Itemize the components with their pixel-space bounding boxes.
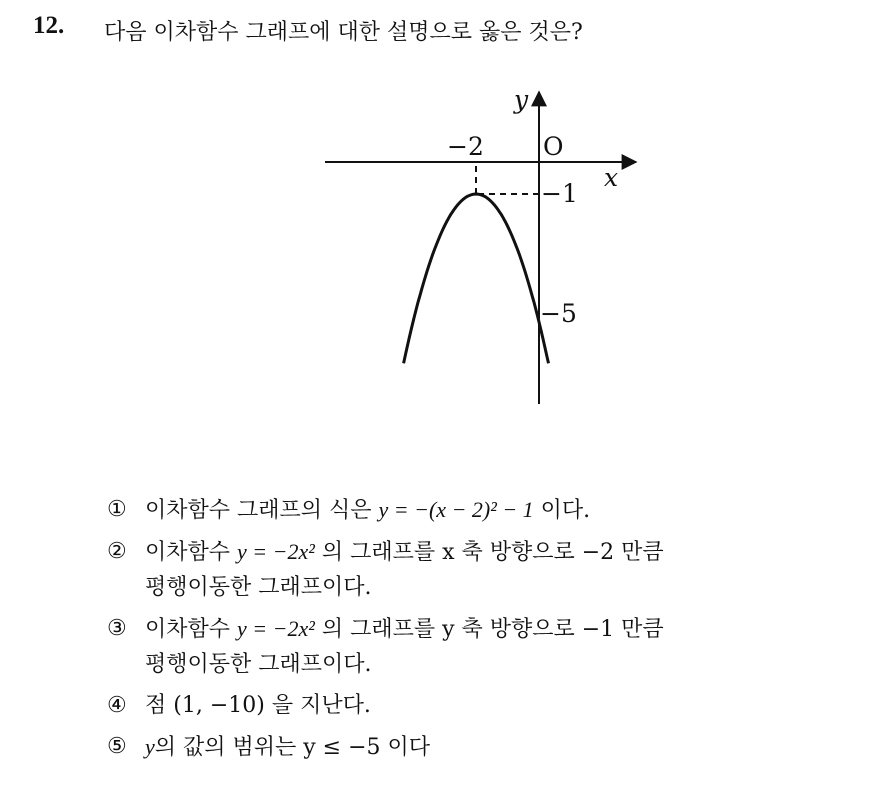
choice-mark: ④ <box>107 693 127 718</box>
choice-5[interactable]: ⑤ y의 값의 범위는 y ≤ −5 이다 <box>107 729 664 765</box>
answer-choices <box>107 492 664 771</box>
choice-1[interactable]: ① 이차함수 그래프의 식은 y = −(x − 2)² − 1 이다. <box>107 492 664 528</box>
y-axis-label: y <box>514 85 529 114</box>
question-text: 다음 이차함수 그래프에 대한 설명으로 옳은 것은? <box>104 20 583 45</box>
tick-label-x-minus2: −2 <box>447 132 484 161</box>
choice-mark: ② <box>107 539 127 564</box>
choice-3[interactable]: ③ 이차함수 y = −2x² 의 그래프를 y 축 방향으로 −1 만큼 평행이동한 그래프이다. <box>107 611 664 682</box>
x-axis-label: x <box>604 163 619 192</box>
parabola-curve <box>404 194 549 363</box>
question-number: 12. <box>33 12 65 39</box>
choice-mark: ⑤ <box>107 734 127 759</box>
choice-4[interactable]: ④ 점 (1, −10) 을 지난다. <box>107 688 664 723</box>
choice-2[interactable]: ② 이차함수 y = −2x² 의 그래프를 x 축 방향으로 −2 만큼 평행이동한 그래프이다. <box>107 534 664 605</box>
tick-label-y-minus1: −1 <box>541 179 578 208</box>
choice-mark: ① <box>107 497 127 522</box>
tick-label-y-minus5: −5 <box>540 299 577 328</box>
choice-mark: ③ <box>107 616 127 641</box>
origin-label: O <box>543 132 564 161</box>
